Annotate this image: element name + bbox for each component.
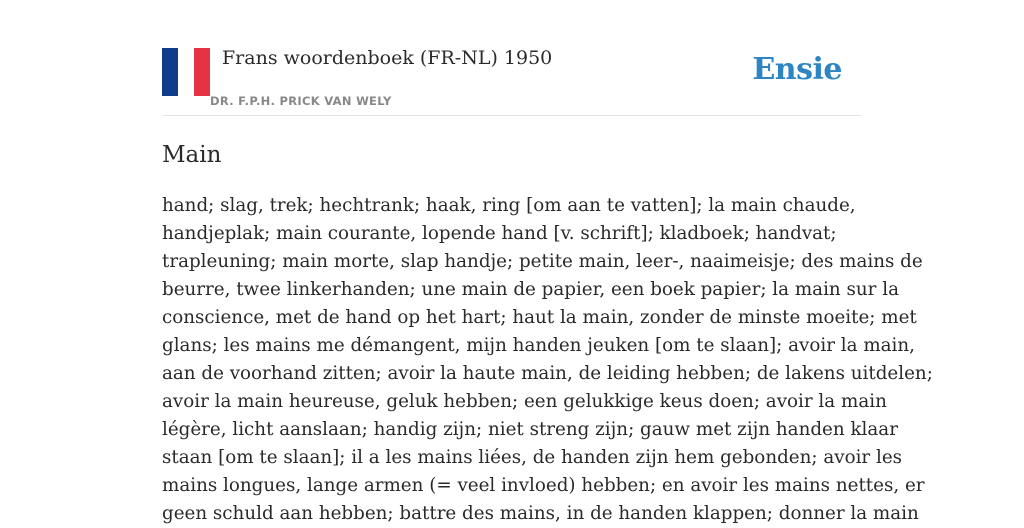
france-flag-icon <box>162 48 210 96</box>
definition-line: handjeplak; main courante, lopende hand [v. schrift]; kladboek; handvat; <box>162 223 837 244</box>
dictionary-author: DR. F.P.H. PRICK VAN WELY <box>210 94 392 108</box>
definition-line: hand; slag, trek; hechtrank; haak, ring [om aan te vatten]; la main chaude, <box>162 195 856 216</box>
entry-headword: Main <box>162 142 222 168</box>
definition-line: staan [om te slaan]; il a les mains liées, de handen zijn hem gebonden; avoir les <box>162 447 903 468</box>
definition-line: aan de voorhand zitten; avoir la haute main, de leiding hebben; de lakens uitdelen; <box>162 363 933 384</box>
ensie-logo[interactable]: Ensie <box>752 52 842 87</box>
definition-line: trapleuning; main morte, slap handje; petite main, leer-, naaimeisje; des mains de <box>162 251 923 272</box>
definition-line: avoir la main heureuse, geluk hebben; een gelukkige keus doen; avoir la main <box>162 391 887 412</box>
definition-line: geen schuld aan hebben; battre des mains, in de handen klappen; donner la main <box>162 503 919 524</box>
entry-definition <box>162 192 933 528</box>
definition-line: légère, licht aanslaan; handig zijn; niet streng zijn; gauw met zijn handen klaar <box>162 419 898 440</box>
dictionary-header <box>162 44 862 116</box>
definition-line: mains longues, lange armen (= veel invloed) hebben; en avoir les mains nettes, er <box>162 475 925 496</box>
definition-line: beurre, twee linkerhanden; une main de papier, een boek papier; la main sur la <box>162 279 899 300</box>
definition-line: glans; les mains me démangent, mijn handen jeuken [om te slaan]; avoir la main, <box>162 335 915 356</box>
dictionary-title[interactable]: Frans woordenboek (FR-NL) 1950 <box>222 47 553 69</box>
definition-line: conscience, met de hand op het hart; haut la main, zonder de minste moeite; met <box>162 307 917 328</box>
